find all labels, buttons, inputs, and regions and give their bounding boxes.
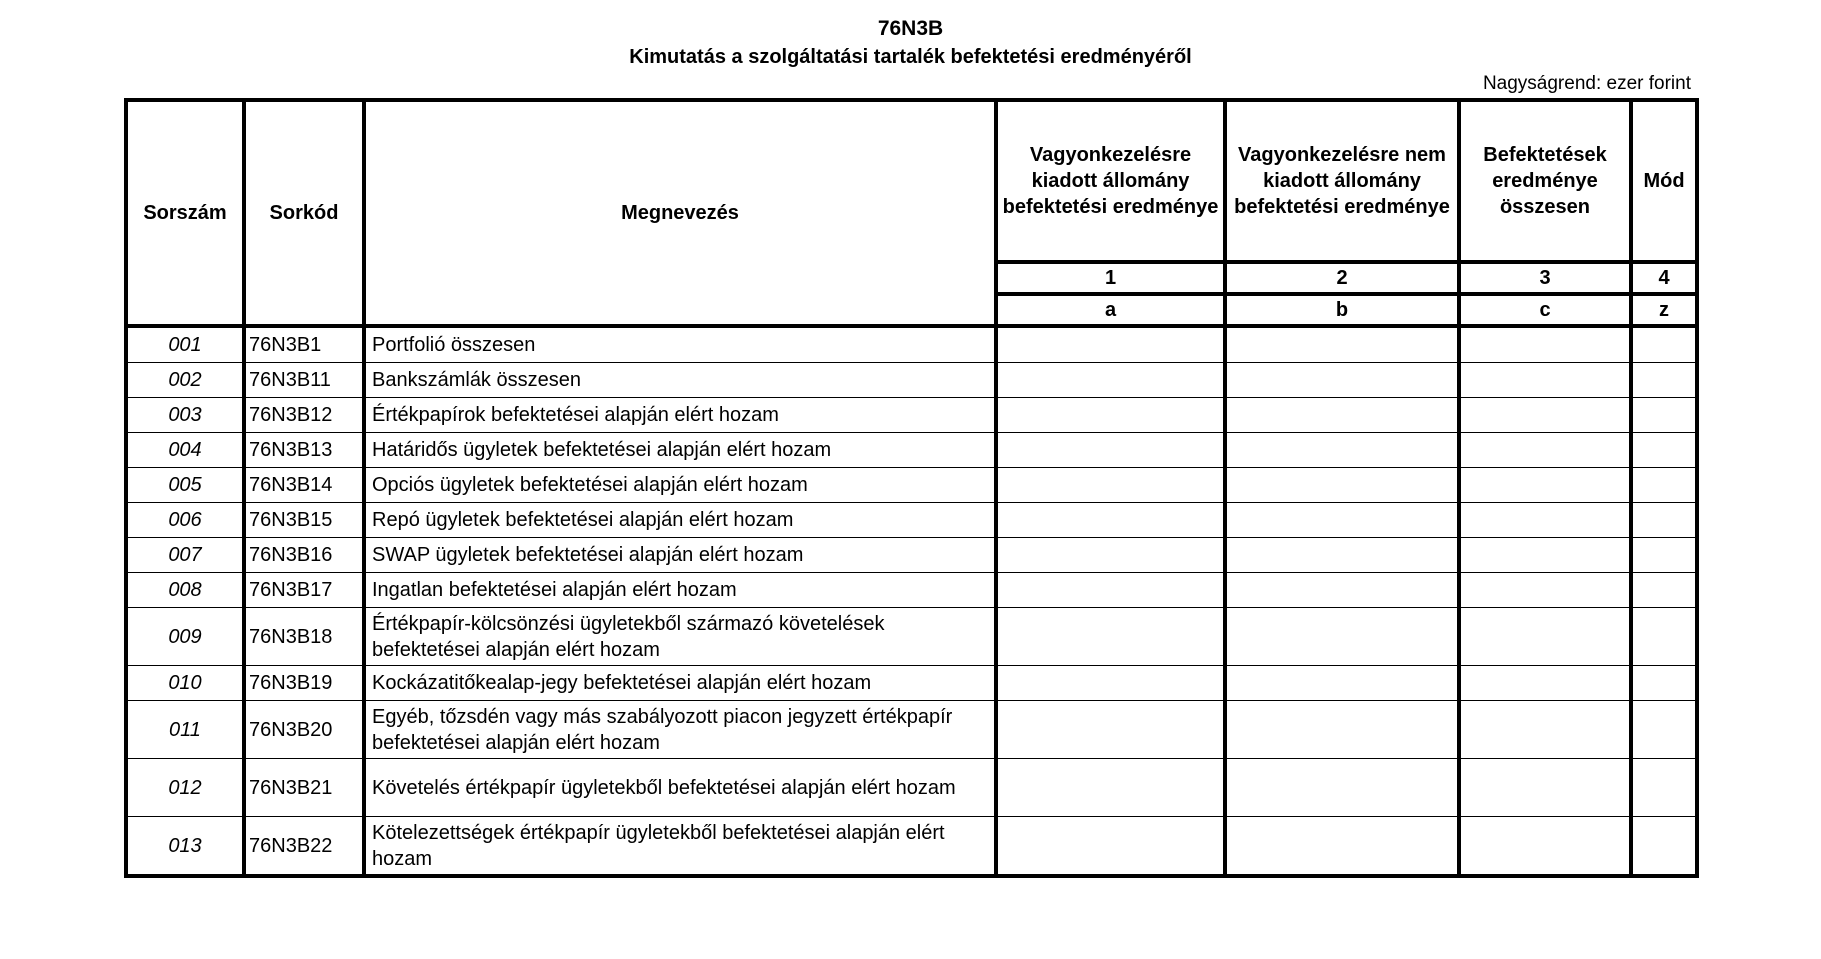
form-title: Kimutatás a szolgáltatási tartalék befektetési eredményéről <box>629 46 1192 68</box>
table-row <box>126 666 1697 701</box>
row-sorkod: 76N3B11 <box>244 363 364 398</box>
table-row <box>126 608 1697 666</box>
table-body <box>126 326 1697 876</box>
row-sorkod: 76N3B18 <box>244 608 364 666</box>
unit-note: Nagyságrend: ezer forint <box>1482 73 1691 94</box>
value-cell-c[interactable] <box>1459 573 1631 608</box>
value-cell-z[interactable] <box>1631 326 1697 363</box>
value-cell-z[interactable] <box>1631 468 1697 503</box>
value-cell-a[interactable] <box>996 573 1225 608</box>
value-cell-b[interactable] <box>1225 759 1459 817</box>
value-cell-a[interactable] <box>996 817 1225 877</box>
form-code: 76N3B <box>877 17 944 40</box>
row-sorkod: 76N3B15 <box>244 503 364 538</box>
value-cell-a[interactable] <box>996 398 1225 433</box>
value-cell-a[interactable] <box>996 468 1225 503</box>
value-cell-a[interactable] <box>996 363 1225 398</box>
table-row <box>126 503 1697 538</box>
value-cell-c[interactable] <box>1459 433 1631 468</box>
value-cell-a[interactable] <box>996 701 1225 759</box>
col-header-c1: Vagyonkezelésre kiadott állomány befektetési eredménye <box>996 100 1225 262</box>
row-megnevezes: Értékpapír-kölcsönzési ügyletekből származó követelések befektetései alapján elért hozam <box>364 608 996 666</box>
value-cell-z[interactable] <box>1631 608 1697 666</box>
value-cell-b[interactable] <box>1225 326 1459 363</box>
value-cell-c[interactable] <box>1459 701 1631 759</box>
row-sorkod: 76N3B13 <box>244 433 364 468</box>
table-row <box>126 433 1697 468</box>
row-megnevezes: Egyéb, tőzsdén vagy más szabályozott piacon jegyzett értékpapír befektetései alapján elért hozam <box>364 701 996 759</box>
value-cell-c[interactable] <box>1459 817 1631 877</box>
value-cell-b[interactable] <box>1225 666 1459 701</box>
col-letter-c4: z <box>1631 294 1697 326</box>
col-letter-c2: b <box>1225 294 1459 326</box>
table-header <box>126 100 1697 326</box>
value-cell-z[interactable] <box>1631 538 1697 573</box>
row-sorszam: 003 <box>126 398 244 433</box>
value-cell-c[interactable] <box>1459 326 1631 363</box>
row-megnevezes: Értékpapírok befektetései alapján elért hozam <box>364 398 996 433</box>
row-sorszam: 006 <box>126 503 244 538</box>
row-megnevezes: Határidős ügyletek befektetései alapján elért hozam <box>364 433 996 468</box>
row-sorszam: 011 <box>126 701 244 759</box>
value-cell-z[interactable] <box>1631 759 1697 817</box>
col-number-c1: 1 <box>996 262 1225 294</box>
col-number-c2: 2 <box>1225 262 1459 294</box>
value-cell-z[interactable] <box>1631 573 1697 608</box>
col-number-c3: 3 <box>1459 262 1631 294</box>
value-cell-a[interactable] <box>996 433 1225 468</box>
col-header-sorszam: Sorszám <box>126 100 244 326</box>
value-cell-a[interactable] <box>996 326 1225 363</box>
row-megnevezes: Opciós ügyletek befektetései alapján elért hozam <box>364 468 996 503</box>
table-row <box>126 398 1697 433</box>
value-cell-c[interactable] <box>1459 468 1631 503</box>
row-megnevezes: Repó ügyletek befektetései alapján elért hozam <box>364 503 996 538</box>
table-row <box>126 326 1697 363</box>
table-row <box>126 759 1697 817</box>
row-sorkod: 76N3B14 <box>244 468 364 503</box>
value-cell-z[interactable] <box>1631 817 1697 877</box>
value-cell-c[interactable] <box>1459 363 1631 398</box>
value-cell-b[interactable] <box>1225 817 1459 877</box>
col-letter-c1: a <box>996 294 1225 326</box>
value-cell-a[interactable] <box>996 608 1225 666</box>
row-megnevezes: Ingatlan befektetései alapján elért hozam <box>364 573 996 608</box>
value-cell-a[interactable] <box>996 759 1225 817</box>
col-number-c4: 4 <box>1631 262 1697 294</box>
value-cell-b[interactable] <box>1225 468 1459 503</box>
row-sorszam: 013 <box>126 817 244 877</box>
row-megnevezes: Kötelezettségek értékpapír ügyletekből befektetései alapján elért hozam <box>364 817 996 877</box>
col-header-c3: Befektetések eredménye összesen <box>1459 100 1631 262</box>
value-cell-b[interactable] <box>1225 363 1459 398</box>
row-sorszam: 001 <box>126 326 244 363</box>
table-row <box>126 701 1697 759</box>
value-cell-c[interactable] <box>1459 398 1631 433</box>
row-megnevezes: Követelés értékpapír ügyletekből befektetései alapján elért hozam <box>364 759 996 817</box>
value-cell-c[interactable] <box>1459 538 1631 573</box>
table-row <box>126 817 1697 877</box>
value-cell-a[interactable] <box>996 503 1225 538</box>
value-cell-c[interactable] <box>1459 503 1631 538</box>
value-cell-c[interactable] <box>1459 759 1631 817</box>
value-cell-b[interactable] <box>1225 608 1459 666</box>
row-sorszam: 005 <box>126 468 244 503</box>
table-row <box>126 468 1697 503</box>
value-cell-z[interactable] <box>1631 701 1697 759</box>
col-header-c2: Vagyonkezelésre nem kiadott állomány befektetési eredménye <box>1225 100 1459 262</box>
value-cell-a[interactable] <box>996 538 1225 573</box>
row-megnevezes: Kockázatitőkealap-jegy befektetései alapján elért hozam <box>364 666 996 701</box>
value-cell-b[interactable] <box>1225 701 1459 759</box>
value-cell-c[interactable] <box>1459 666 1631 701</box>
row-sorszam: 012 <box>126 759 244 817</box>
value-cell-a[interactable] <box>996 666 1225 701</box>
row-sorkod: 76N3B1 <box>244 326 364 363</box>
table-row <box>126 538 1697 573</box>
row-sorszam: 004 <box>126 433 244 468</box>
row-sorkod: 76N3B20 <box>244 701 364 759</box>
row-megnevezes: Bankszámlák összesen <box>364 363 996 398</box>
col-header-megnevezes: Megnevezés <box>364 100 996 326</box>
value-cell-b[interactable] <box>1225 538 1459 573</box>
row-sorszam: 002 <box>126 363 244 398</box>
value-cell-b[interactable] <box>1225 573 1459 608</box>
row-sorkod: 76N3B22 <box>244 817 364 877</box>
row-sorszam: 007 <box>126 538 244 573</box>
row-sorszam: 010 <box>126 666 244 701</box>
value-cell-z[interactable] <box>1631 363 1697 398</box>
value-cell-b[interactable] <box>1225 503 1459 538</box>
col-header-c4: Mód <box>1631 100 1697 262</box>
row-megnevezes: Portfolió összesen <box>364 326 996 363</box>
row-sorkod: 76N3B17 <box>244 573 364 608</box>
row-megnevezes: SWAP ügyletek befektetései alapján elért hozam <box>364 538 996 573</box>
value-cell-z[interactable] <box>1631 503 1697 538</box>
row-sorszam: 008 <box>126 573 244 608</box>
value-cell-b[interactable] <box>1225 433 1459 468</box>
col-header-sorkod: Sorkód <box>244 100 364 326</box>
value-cell-z[interactable] <box>1631 398 1697 433</box>
table-row <box>126 573 1697 608</box>
value-cell-b[interactable] <box>1225 398 1459 433</box>
value-cell-z[interactable] <box>1631 666 1697 701</box>
row-sorkod: 76N3B19 <box>244 666 364 701</box>
value-cell-c[interactable] <box>1459 608 1631 666</box>
report-table <box>124 98 1699 878</box>
row-sorszam: 009 <box>126 608 244 666</box>
row-sorkod: 76N3B16 <box>244 538 364 573</box>
col-letter-c3: c <box>1459 294 1631 326</box>
value-cell-z[interactable] <box>1631 433 1697 468</box>
table-row <box>126 363 1697 398</box>
row-sorkod: 76N3B21 <box>244 759 364 817</box>
row-sorkod: 76N3B12 <box>244 398 364 433</box>
